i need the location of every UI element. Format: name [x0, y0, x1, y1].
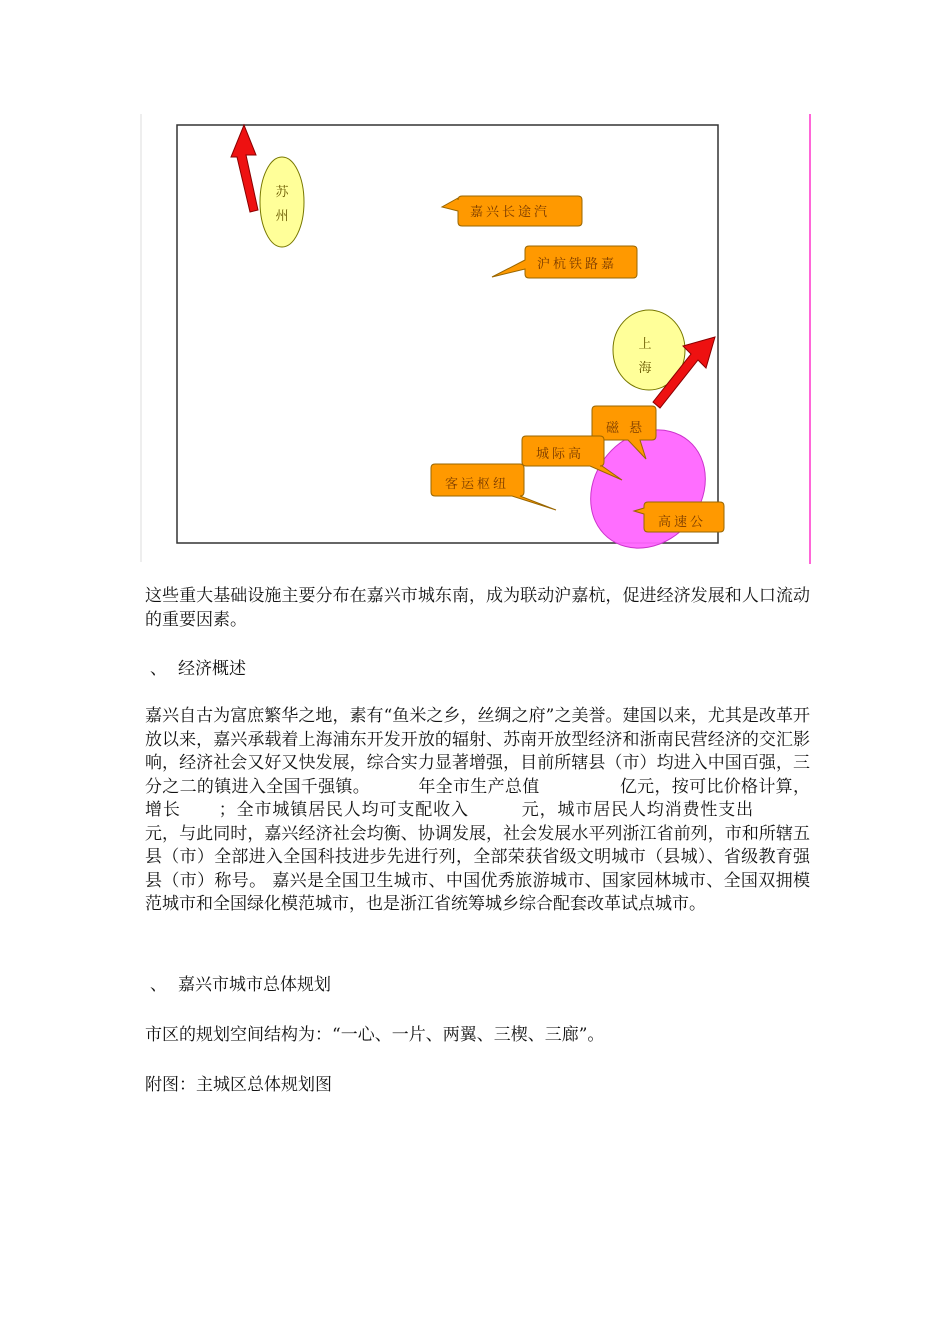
paragraph-economy-part-f: 元，与此同时，嘉兴经济社会均衡、协调发展，社会发展水平列浙江省前列，市和所辖五县（市）全部进入全国科技进步先进行列，全部荣获省级文明城市（县城）、省级教育强县（市）称号。 嘉兴是全国卫生城市、中国优秀旅游城市、国家园林城市、全国双拥模范城市和全国绿化模范城市，也是浙江省统筹城乡综合配套改革试点城市。 [145, 823, 810, 914]
paragraph-infrastructure-summary: 这些重大基础设施主要分布在嘉兴市城东南，成为联动沪嘉杭，促进经济发展和人口流动的重要因素。 [145, 586, 810, 630]
shanghai-label-bottom: 海 [638, 361, 652, 376]
bus-station-callout [442, 196, 582, 226]
section-heading-master-plan [150, 973, 331, 997]
railway-label: 沪杭铁路嘉 [537, 257, 618, 272]
paragraph-economy-part-d: ；全市城镇居民人均可支配收入 [218, 800, 469, 820]
paragraph-economy-part-c: 亿元，按可比价格计算，增长 [145, 776, 810, 820]
paragraph-attached-figure-caption: 附图：主城区总体规划图 [145, 1075, 332, 1095]
highway-callout [634, 502, 724, 532]
suzhou-label-top: 苏 [275, 185, 289, 200]
section-heading-economy-number: 、 [150, 659, 167, 679]
intercity-label: 城际高 [536, 447, 585, 462]
highway-label: 高速公 [658, 515, 707, 530]
paragraph-spatial-structure: 市区的规划空间结构为：“一心、一片、两翼、三楔、三廊”。 [145, 1025, 605, 1045]
paragraph-economy-part-e: 元，城市居民人均消费性支出 [520, 800, 755, 820]
infrastructure-map-figure [140, 112, 812, 564]
section-heading-economy [150, 657, 246, 681]
shanghai-label-top: 上 [638, 337, 652, 352]
paragraph-economy-part-a: 嘉兴自古为富庶繁华之地，素有“鱼米之乡，丝绸之府”之美誉。建国以来，尤其是改革开放以来，嘉兴承载着上海浦东开发开放的辐射、苏南开放型经济和浙南民营经济的交汇影响，经济社会又好又快发展，综合实力显著增强，目前所辖县（市）均进入中国百强，三分之二的镇进入全国千强镇。 [145, 706, 810, 797]
infrastructure-map-svg [140, 112, 812, 564]
paragraph-economy-part-b: 年全市生产总值 [418, 776, 540, 797]
section-heading-master-plan-number: 、 [150, 975, 167, 995]
paragraph-economy-overview [145, 705, 810, 917]
suzhou-label-bottom: 州 [275, 209, 289, 224]
maglev-label: 磁 悬 [606, 421, 646, 436]
section-heading-master-plan-text: 嘉兴市城市总体规划 [178, 975, 331, 995]
passenger-hub-label: 客运枢纽 [445, 477, 510, 492]
bus-station-label: 嘉兴长途汽 [470, 205, 551, 220]
suzhou-ellipse [260, 157, 304, 247]
section-heading-economy-text: 经济概述 [178, 659, 246, 679]
